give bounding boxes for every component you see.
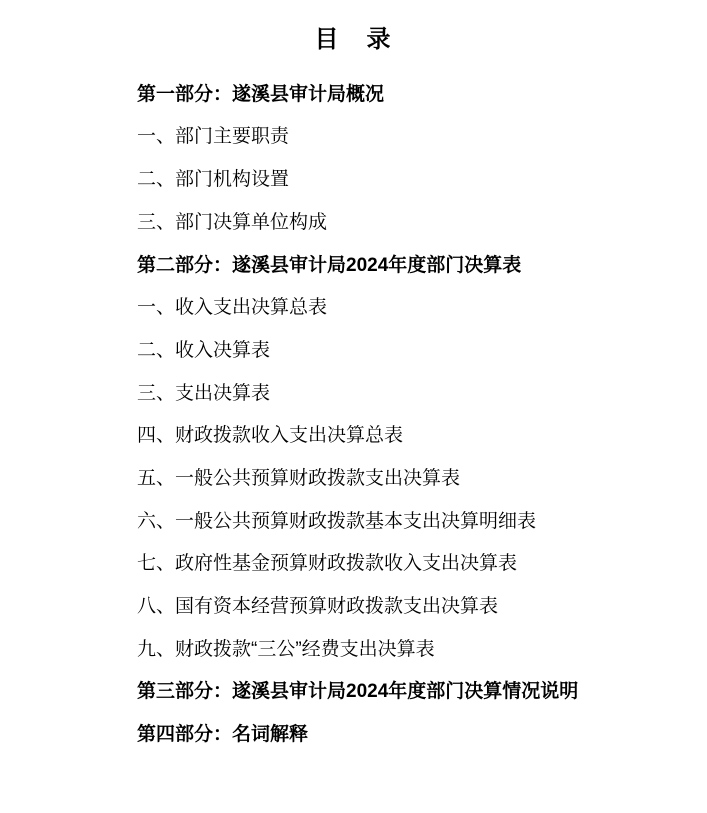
- toc-item: 二、收入决算表: [137, 339, 271, 361]
- toc-item: 四、财政拨款收入支出决算总表: [137, 425, 404, 447]
- toc-item: 三、部门决算单位构成: [137, 211, 328, 233]
- table-of-contents: [137, 74, 667, 757]
- toc-section-heading: 第四部分：名词解释: [137, 724, 309, 746]
- toc-section-heading: 第二部分：遂溪县审计局2024年度部门决算表: [137, 254, 522, 276]
- toc-item: 七、政府性基金预算财政拨款收入支出决算表: [137, 553, 518, 575]
- toc-item: 五、一般公共预算财政拨款支出决算表: [137, 467, 461, 489]
- toc-item: 九、财政拨款“三公”经费支出决算表: [137, 638, 435, 660]
- toc-section-heading: 第三部分：遂溪县审计局2024年度部门决算情况说明: [137, 681, 579, 703]
- toc-item: 二、部门机构设置: [137, 169, 290, 191]
- toc-item: 一、部门主要职责: [137, 126, 290, 148]
- toc-item: 八、国有资本经营预算财政拨款支出决算表: [137, 596, 499, 618]
- toc-section-heading: 第一部分：遂溪县审计局概况: [137, 83, 385, 105]
- toc-item: 三、支出决算表: [137, 382, 271, 404]
- toc-item: 一、收入支出决算总表: [137, 297, 328, 319]
- toc-item: 六、一般公共预算财政拨款基本支出决算明细表: [137, 510, 537, 532]
- page-title: 目 录: [314, 26, 393, 53]
